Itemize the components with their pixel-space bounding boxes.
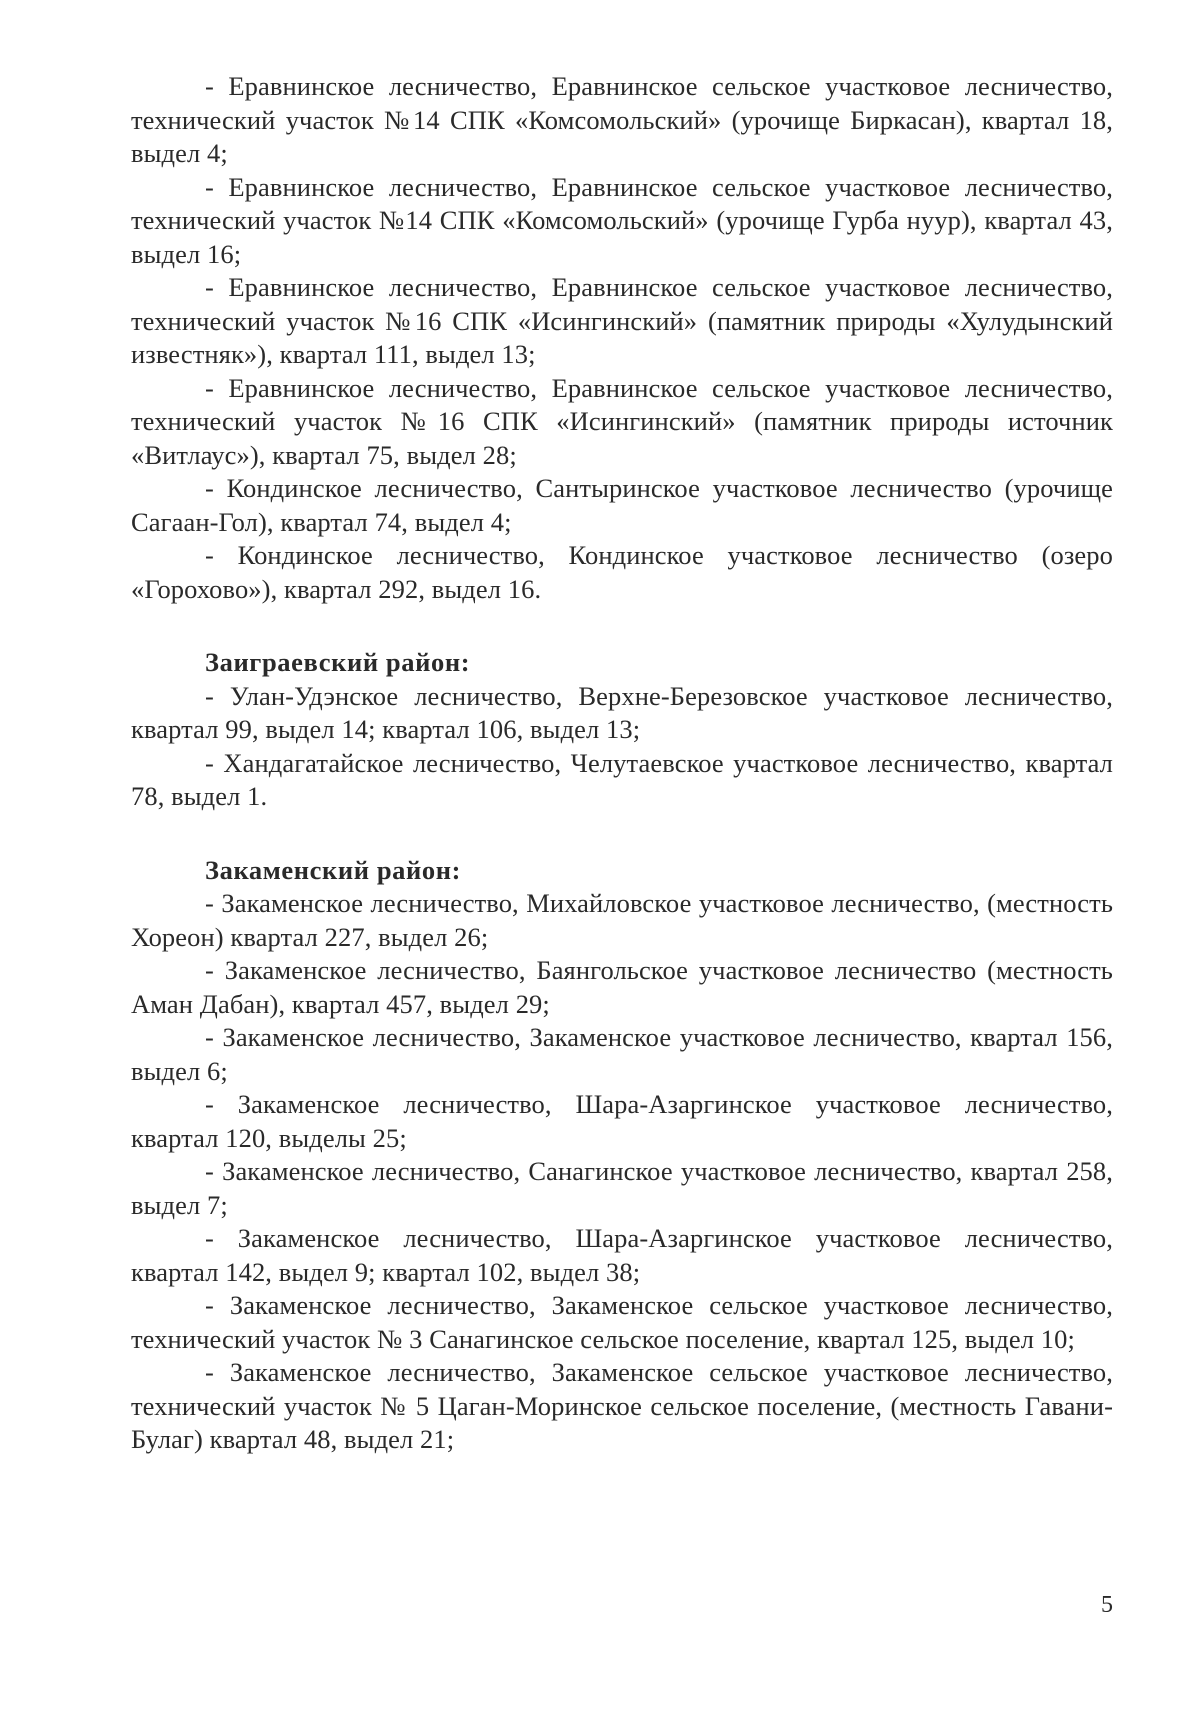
list-item: - Кондинское лесничество, Кондинское участковое лесничество (озеро «Горохово»), квартал 292, выдел 16. [131,540,1113,604]
list-item: - Еравнинское лесничество, Еравнинское сельское участковое лесничество, технический участок №14 СПК «Комсомольский» (урочище Биркасан), квартал 18, выдел 4; [131,71,1113,168]
list-item: - Хандагатайское лесничество, Челутаевское участковое лесничество, квартал 78, выдел 1. [131,747,1113,811]
list-item: - Еравнинское лесничество, Еравнинское сельское участковое лесничество, технический участок №14 СПК «Комсомольский» (урочище Гурба нуур), квартал 43, выдел 16; [131,171,1113,269]
section-eravna-continued [131,70,1113,606]
list-item: - Кондинское лесничество, Сантыринское участковое лесничество (урочище Сагаан-Гол), квартал 74, выдел 4; [131,473,1113,537]
document-page [131,70,1113,1630]
list-item: - Закаменское лесничество, Баянгольское участковое лесничество (местность Аман Дабан), квартал 457, выдел 29; [131,955,1113,1019]
list-item: - Закаменское лесничество, Закаменское сельское участковое лесничество, технический участок № 3 Санагинское сельское поселение, квартал 125, выдел 10; [131,1290,1113,1354]
section-heading: Заиграевский район: [205,647,471,677]
list-item: - Закаменское лесничество, Санагинское участковое лесничество, квартал 258, выдел 7; [131,1156,1113,1220]
list-item: - Улан-Удэнское лесничество, Верхне-Березовское участковое лесничество, квартал 99, выдел 14; квартал 106, выдел 13; [131,680,1113,744]
list-item: - Закаменское лесничество, Шара-Азаргинское участковое лесничество, квартал 120, выделы 25; [131,1089,1113,1153]
page-number: 5 [1101,1592,1113,1618]
list-item: - Еравнинское лесничество, Еравнинское сельское участковое лесничество, технический участок №16 СПК «Исингинский» (памятник природы «Хулудынский известняк»), квартал 111, выдел 13; [131,272,1113,369]
list-item: - Закаменское лесничество, Закаменское участковое лесничество, квартал 156, выдел 6; [131,1022,1113,1086]
list-item: - Закаменское лесничество, Шара-Азаргинское участковое лесничество, квартал 142, выдел 9; квартал 102, выдел 38; [131,1223,1113,1287]
section-zakamensky [131,854,1113,1457]
section-zaigraevsky [131,646,1113,814]
list-item: - Закаменское лесничество, Закаменское сельское участковое лесничество, технический участок № 5 Цаган-Моринское сельское поселение, (местность Гавани-Булаг) квартал 48, выдел 21; [131,1357,1113,1454]
list-item: - Закаменское лесничество, Михайловское участковое лесничество, (местность Хореон) квартал 227, выдел 26; [131,888,1113,952]
section-heading: Закаменский район: [205,854,462,885]
list-item: - Еравнинское лесничество, Еравнинское сельское участковое лесничество, технический участок №16 СПК «Исингинский» (памятник природы источник «Витлаус»), квартал 75, выдел 28; [131,372,1113,470]
